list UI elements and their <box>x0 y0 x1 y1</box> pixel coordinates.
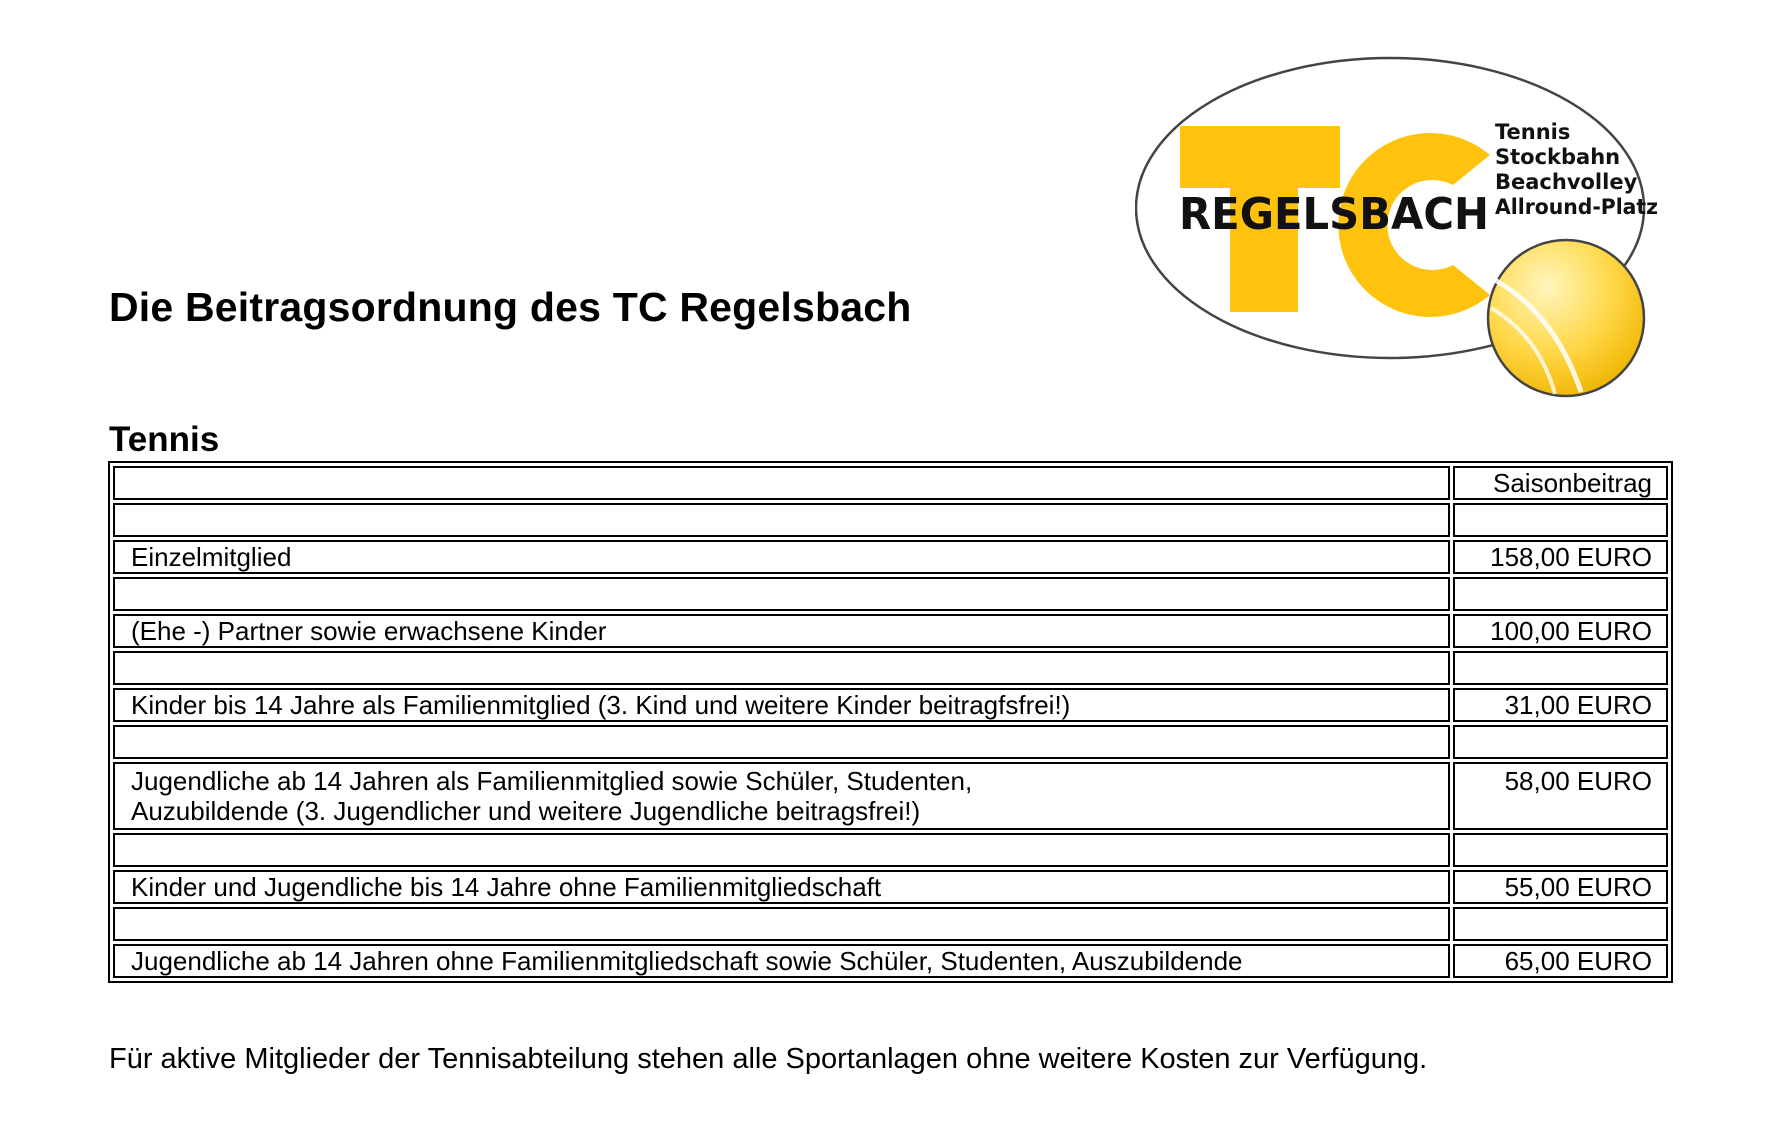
fee-amount: 158,00 EURO <box>1453 540 1668 574</box>
fee-label: (Ehe -) Partner sowie erwachsene Kinder <box>113 614 1450 648</box>
fee-label: Kinder und Jugendliche bis 14 Jahre ohne Familienmitgliedschaft <box>113 870 1450 904</box>
spacer-row <box>113 577 1668 611</box>
spacer-row <box>113 833 1668 867</box>
spacer-row <box>113 651 1668 685</box>
fee-label: Jugendliche ab 14 Jahren ohne Familienmitgliedschaft sowie Schüler, Studenten, Auszubildende <box>113 944 1450 978</box>
table-row <box>113 540 1668 574</box>
logo-sport-allround: Allround-Platz <box>1495 195 1658 219</box>
fee-amount: 65,00 EURO <box>1453 944 1668 978</box>
fee-amount: 58,00 EURO <box>1453 762 1668 830</box>
spacer-row <box>113 725 1668 759</box>
table-row <box>113 762 1668 830</box>
table-row <box>113 944 1668 978</box>
logo-name: REGELSBACH <box>1179 189 1489 240</box>
fee-table <box>108 461 1673 983</box>
page-title: Die Beitragsordnung des TC Regelsbach <box>109 284 912 330</box>
table-row <box>113 614 1668 648</box>
fee-label-line-1: Jugendliche ab 14 Jahren als Familienmitglied sowie Schüler, Studenten, <box>131 766 973 796</box>
logo-sport-stockbahn: Stockbahn <box>1495 145 1621 169</box>
fee-amount: 55,00 EURO <box>1453 870 1668 904</box>
fee-amount: 100,00 EURO <box>1453 614 1668 648</box>
fee-label: Einzelmitglied <box>113 540 1450 574</box>
tennis-ball-icon <box>1488 240 1644 396</box>
spacer-row <box>113 503 1668 537</box>
fee-label: Kinder bis 14 Jahre als Familienmitglied (3. Kind und weitere Kinder beitragfsfrei!) <box>113 688 1450 722</box>
table-header-amount: Saisonbeitrag <box>1453 466 1668 500</box>
fee-label-line-2: Auzubildende (3. Jugendlicher und weitere Jugendliche beitragsfrei!) <box>131 796 921 826</box>
spacer-row <box>113 907 1668 941</box>
table-header-label-cell <box>113 466 1450 500</box>
table-row <box>113 688 1668 722</box>
fee-label <box>113 762 1450 830</box>
footer-note: Für aktive Mitglieder der Tennisabteilung stehen alle Sportanlagen ohne weitere Kosten zur Verfügung. <box>109 1043 1428 1075</box>
logo-sport-beachvolley: Beachvolley <box>1495 170 1638 194</box>
club-logo <box>1135 52 1675 402</box>
fee-amount: 31,00 EURO <box>1453 688 1668 722</box>
logo-sport-tennis: Tennis <box>1495 120 1571 144</box>
table-row <box>113 870 1668 904</box>
table-header-row <box>113 466 1668 500</box>
club-logo-graphic <box>1135 52 1675 402</box>
section-title: Tennis <box>109 420 220 459</box>
